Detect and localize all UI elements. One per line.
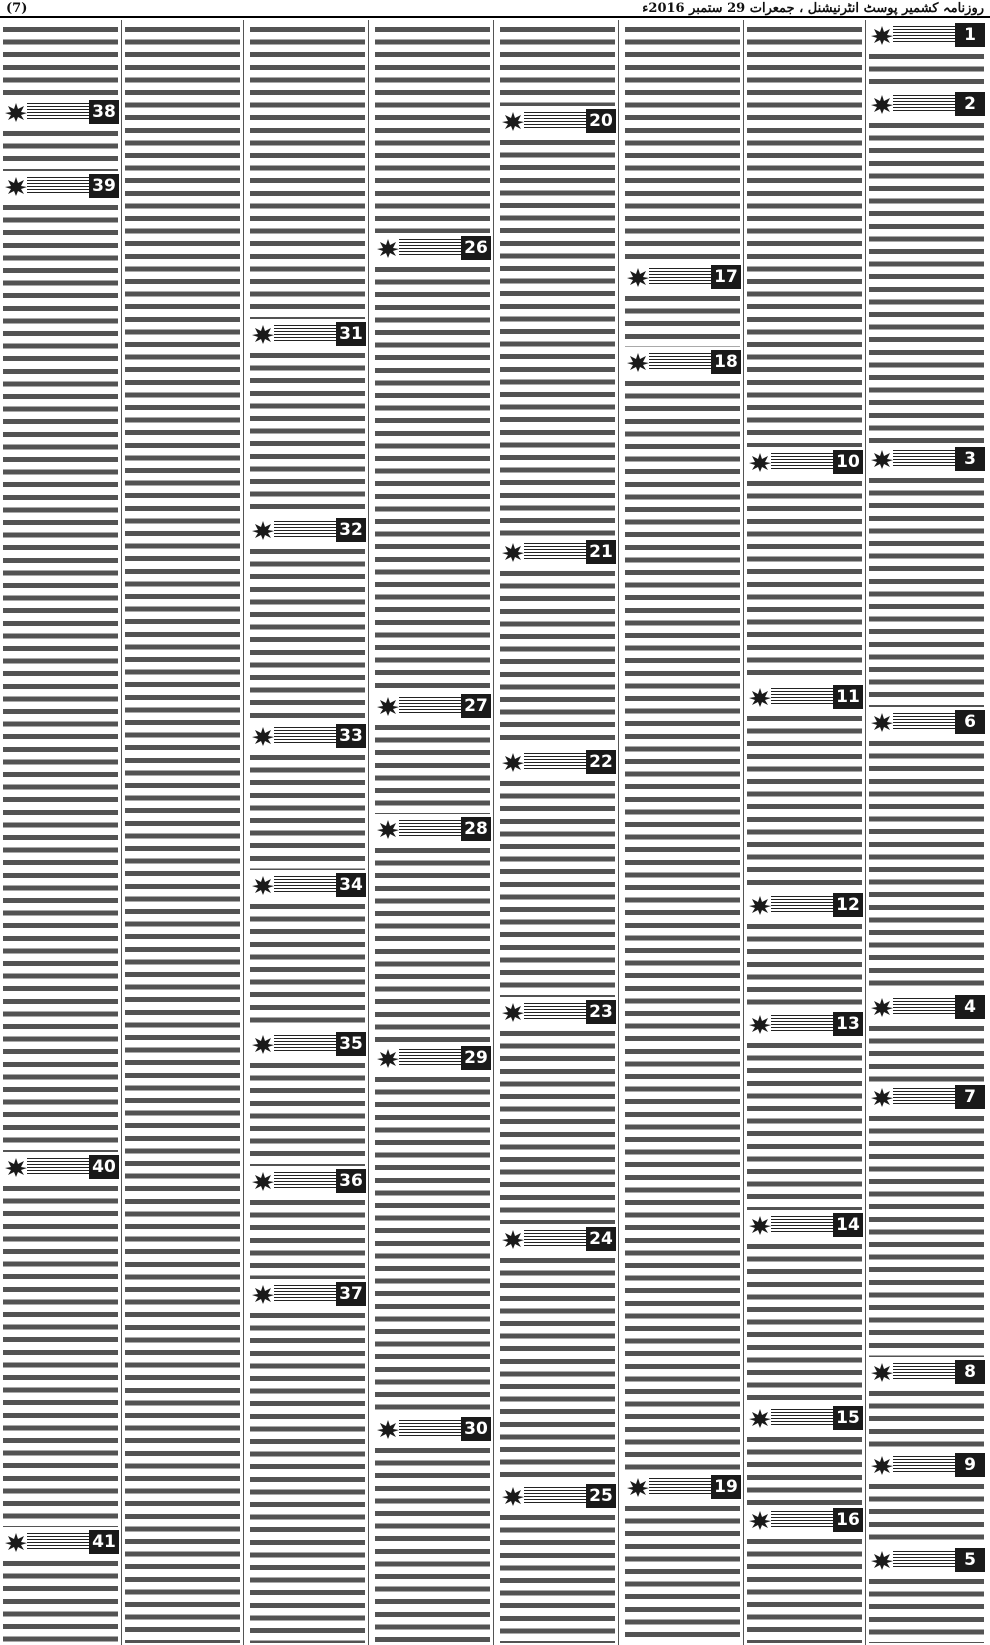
article-text-block: [3, 1557, 118, 1643]
heading-stripe-bar: [893, 95, 955, 113]
article-heading: [249, 873, 366, 897]
article-heading: [249, 322, 366, 346]
article-heading: [868, 1360, 985, 1384]
article-text-block: [250, 545, 365, 721]
article-text-block: [625, 1502, 740, 1643]
article-text-block: [250, 1059, 365, 1166]
column-rule: [743, 20, 744, 1645]
leaf-icon: [870, 711, 894, 733]
article-heading: [746, 1012, 863, 1036]
leaf-icon: [626, 1476, 650, 1498]
heading-stripe-bar: [27, 1533, 89, 1551]
heading-stripe-bar: [274, 1285, 336, 1303]
article-number: 39: [89, 174, 119, 198]
article-number: 18: [711, 350, 741, 374]
article-number: 41: [89, 1530, 119, 1554]
article-text-block: [3, 1182, 118, 1527]
heading-stripe-bar: [649, 353, 711, 371]
heading-stripe-bar: [893, 1088, 955, 1106]
article-text-block: [500, 136, 615, 537]
leaf-icon: [501, 110, 525, 132]
leaf-icon: [4, 1531, 28, 1553]
article-text-block: [375, 263, 490, 691]
article-heading: [746, 1508, 863, 1532]
article-text-block: [375, 23, 490, 233]
leaf-icon: [251, 1283, 275, 1305]
article-number: 6: [955, 710, 985, 734]
leaf-icon: [501, 1001, 525, 1023]
article-heading: [868, 710, 985, 734]
heading-stripe-bar: [893, 450, 955, 468]
article-heading: [499, 109, 616, 133]
article-text-block: [500, 23, 615, 106]
article-text-block: [869, 50, 984, 89]
heading-stripe-bar: [649, 268, 711, 286]
article-heading: [746, 1213, 863, 1237]
column-rule: [618, 20, 619, 1645]
article-heading: [2, 1530, 119, 1554]
leaf-icon: [4, 101, 28, 123]
heading-stripe-bar: [27, 1158, 89, 1176]
leaf-icon: [501, 751, 525, 773]
column-c7: [124, 20, 241, 1645]
article-number: 9: [955, 1453, 985, 1477]
leaf-icon: [501, 1485, 525, 1507]
article-heading: [2, 174, 119, 198]
column-rule: [121, 20, 122, 1645]
article-text-block: [747, 1039, 862, 1210]
heading-stripe-bar: [274, 1172, 336, 1190]
article-heading: [868, 92, 985, 116]
heading-stripe-bar: [524, 112, 586, 130]
article-text-block: [747, 1433, 862, 1505]
heading-stripe-bar: [274, 1035, 336, 1053]
article-number: 23: [586, 1000, 616, 1024]
article-text-block: [869, 1480, 984, 1545]
article-heading: [374, 1046, 491, 1070]
leaf-icon: [376, 818, 400, 840]
leaf-icon: [251, 1170, 275, 1192]
article-text-block: [747, 712, 862, 890]
article-heading: [499, 1227, 616, 1251]
article-text-block: [250, 23, 365, 319]
column-rule: [243, 20, 244, 1645]
article-number: 29: [461, 1046, 491, 1070]
column-c4: [499, 20, 616, 1645]
article-heading: [249, 518, 366, 542]
article-number: 14: [833, 1213, 863, 1237]
leaf-icon: [501, 1228, 525, 1250]
column-c5: [374, 20, 491, 1645]
article-number: 21: [586, 540, 616, 564]
article-text-block: [869, 1112, 984, 1357]
article-number: 7: [955, 1085, 985, 1109]
article-heading: [868, 1548, 985, 1572]
article-text-block: [869, 1575, 984, 1643]
leaf-icon: [376, 695, 400, 717]
article-text-block: [869, 1022, 984, 1082]
heading-stripe-bar: [771, 1015, 833, 1033]
heading-stripe-bar: [274, 325, 336, 343]
heading-stripe-bar: [893, 1551, 955, 1569]
article-text-block: [625, 292, 740, 347]
article-heading: [868, 447, 985, 471]
column-rule: [493, 20, 494, 1645]
heading-stripe-bar: [524, 543, 586, 561]
article-text-block: [375, 844, 490, 1043]
leaf-icon: [251, 1033, 275, 1055]
article-number: 40: [89, 1155, 119, 1179]
article-heading: [746, 685, 863, 709]
article-number: 10: [833, 450, 863, 474]
article-heading: [746, 450, 863, 474]
article-heading: [868, 23, 985, 47]
leaf-icon: [870, 996, 894, 1018]
column-rule: [368, 20, 369, 1645]
column-c8: [2, 20, 119, 1645]
heading-stripe-bar: [893, 1363, 955, 1381]
article-text-block: [375, 1073, 490, 1414]
leaf-icon: [251, 323, 275, 345]
leaf-icon: [501, 541, 525, 563]
heading-stripe-bar: [893, 26, 955, 44]
heading-stripe-bar: [771, 688, 833, 706]
leaf-icon: [748, 1509, 772, 1531]
article-heading: [499, 750, 616, 774]
article-number: 24: [586, 1227, 616, 1251]
column-c2: [746, 20, 863, 1645]
article-text-block: [3, 23, 118, 97]
article-number: 3: [955, 447, 985, 471]
article-text-block: [250, 1309, 365, 1643]
article-number: 33: [336, 724, 366, 748]
article-text-block: [500, 1511, 615, 1643]
article-heading: [624, 350, 741, 374]
article-number: 2: [955, 92, 985, 116]
column-c3: [624, 20, 741, 1645]
article-text-block: [747, 23, 862, 447]
heading-stripe-bar: [399, 697, 461, 715]
article-heading: [746, 1406, 863, 1430]
article-text-block: [500, 567, 615, 747]
article-number: 17: [711, 265, 741, 289]
heading-stripe-bar: [27, 103, 89, 121]
article-number: 37: [336, 1282, 366, 1306]
article-text-block: [625, 377, 740, 1472]
article-text-block: [375, 721, 490, 814]
article-number: 19: [711, 1475, 741, 1499]
article-text-block: [250, 349, 365, 515]
heading-stripe-bar: [399, 1049, 461, 1067]
article-heading: [374, 236, 491, 260]
heading-stripe-bar: [524, 1230, 586, 1248]
leaf-icon: [251, 874, 275, 896]
article-text-block: [500, 1027, 615, 1224]
article-heading: [499, 540, 616, 564]
leaf-icon: [870, 93, 894, 115]
article-number: 35: [336, 1032, 366, 1056]
leaf-icon: [251, 519, 275, 541]
leaf-icon: [870, 1454, 894, 1476]
heading-stripe-bar: [771, 1511, 833, 1529]
article-text-block: [250, 900, 365, 1029]
article-number: 15: [833, 1406, 863, 1430]
article-number: 27: [461, 694, 491, 718]
masthead: [0, 0, 990, 18]
article-text-block: [747, 1535, 862, 1643]
article-text-block: [500, 1254, 615, 1481]
article-number: 38: [89, 100, 119, 124]
heading-stripe-bar: [893, 1456, 955, 1474]
article-number: 26: [461, 236, 491, 260]
leaf-icon: [626, 351, 650, 373]
article-heading: [868, 1085, 985, 1109]
page-number: (7): [6, 0, 28, 16]
heading-stripe-bar: [27, 177, 89, 195]
article-heading: [374, 1417, 491, 1441]
article-heading: [249, 1032, 366, 1056]
article-number: 13: [833, 1012, 863, 1036]
article-heading: [249, 1169, 366, 1193]
heading-stripe-bar: [399, 239, 461, 257]
article-text-block: [869, 1387, 984, 1450]
article-text-block: [3, 201, 118, 1152]
heading-stripe-bar: [771, 896, 833, 914]
article-text-block: [869, 474, 984, 707]
article-number: 20: [586, 109, 616, 133]
article-number: 8: [955, 1360, 985, 1384]
heading-stripe-bar: [274, 727, 336, 745]
article-heading: [499, 1000, 616, 1024]
article-heading: [2, 1155, 119, 1179]
article-number: 31: [336, 322, 366, 346]
leaf-icon: [748, 1013, 772, 1035]
article-text-block: [747, 477, 862, 682]
leaf-icon: [870, 1549, 894, 1571]
article-number: 22: [586, 750, 616, 774]
article-number: 36: [336, 1169, 366, 1193]
leaf-icon: [870, 448, 894, 470]
leaf-icon: [251, 725, 275, 747]
leaf-icon: [748, 894, 772, 916]
article-heading: [374, 694, 491, 718]
leaf-icon: [376, 1047, 400, 1069]
article-text-block: [869, 737, 984, 992]
article-text-block: [500, 777, 615, 997]
article-heading: [868, 1453, 985, 1477]
heading-stripe-bar: [893, 713, 955, 731]
article-text-block: [250, 751, 365, 870]
article-heading: [374, 817, 491, 841]
article-number: 5: [955, 1548, 985, 1572]
article-text-block: [250, 1196, 365, 1279]
leaf-icon: [4, 175, 28, 197]
heading-stripe-bar: [274, 521, 336, 539]
article-text-block: [625, 23, 740, 262]
article-number: 12: [833, 893, 863, 917]
article-heading: [624, 265, 741, 289]
article-text-block: [3, 127, 118, 171]
article-text-block: [869, 119, 984, 444]
article-text-block: [747, 920, 862, 1009]
heading-stripe-bar: [771, 1409, 833, 1427]
article-heading: [2, 100, 119, 124]
article-heading: [624, 1475, 741, 1499]
article-number: 25: [586, 1484, 616, 1508]
leaf-icon: [626, 266, 650, 288]
heading-stripe-bar: [649, 1478, 711, 1496]
leaf-icon: [748, 1214, 772, 1236]
heading-stripe-bar: [771, 1216, 833, 1234]
leaf-icon: [870, 1086, 894, 1108]
column-rule: [865, 20, 866, 1645]
article-heading: [249, 1282, 366, 1306]
leaf-icon: [748, 451, 772, 473]
leaf-icon: [376, 237, 400, 259]
article-number: 28: [461, 817, 491, 841]
leaf-icon: [870, 1361, 894, 1383]
column-c1: [868, 20, 985, 1645]
heading-stripe-bar: [274, 876, 336, 894]
article-heading: [249, 724, 366, 748]
article-number: 32: [336, 518, 366, 542]
heading-stripe-bar: [524, 1003, 586, 1021]
leaf-icon: [4, 1156, 28, 1178]
article-text-block: [125, 23, 240, 1643]
heading-stripe-bar: [893, 998, 955, 1016]
article-number: 1: [955, 23, 985, 47]
heading-stripe-bar: [524, 1487, 586, 1505]
article-number: 30: [461, 1417, 491, 1441]
article-number: 34: [336, 873, 366, 897]
article-heading: [746, 893, 863, 917]
columns-area: [0, 20, 990, 1645]
leaf-icon: [748, 686, 772, 708]
leaf-icon: [376, 1418, 400, 1440]
column-c6: [249, 20, 366, 1645]
heading-stripe-bar: [524, 753, 586, 771]
heading-stripe-bar: [399, 1420, 461, 1438]
article-number: 11: [833, 685, 863, 709]
masthead-date-line: روزنامہ کشمیر پوسٹ انٹرنیشنل ، جمعرات 29 ستمبر 2016ء: [642, 0, 984, 16]
article-number: 4: [955, 995, 985, 1019]
leaf-icon: [870, 24, 894, 46]
article-text-block: [375, 1444, 490, 1643]
article-heading: [499, 1484, 616, 1508]
leaf-icon: [748, 1407, 772, 1429]
article-text-block: [747, 1240, 862, 1403]
article-heading: [868, 995, 985, 1019]
heading-stripe-bar: [399, 820, 461, 838]
heading-stripe-bar: [771, 453, 833, 471]
article-number: 16: [833, 1508, 863, 1532]
